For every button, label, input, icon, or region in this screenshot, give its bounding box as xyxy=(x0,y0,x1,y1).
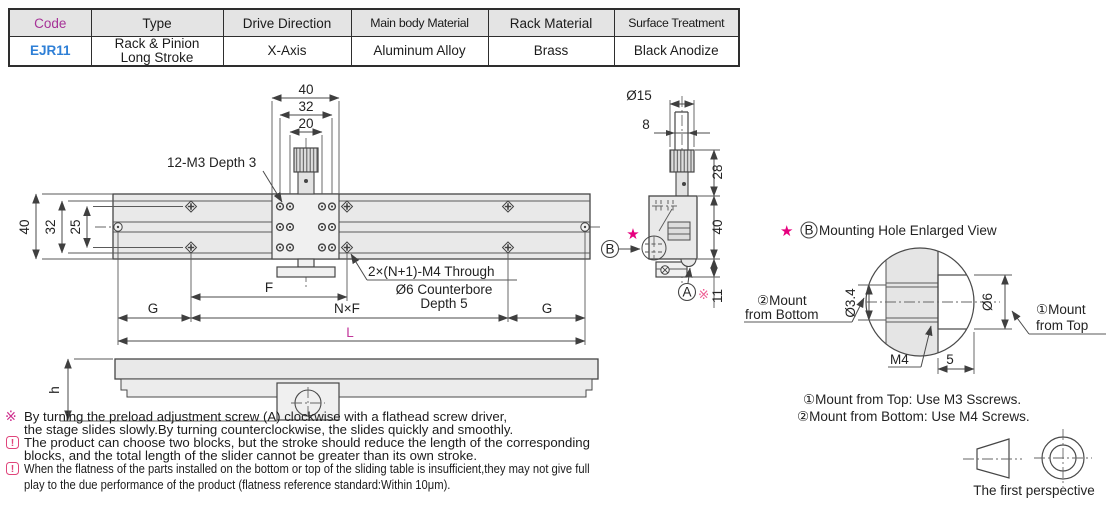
note-2-line-2: blocks, and the total length of the slider cannot be greater than its own stroke. xyxy=(24,448,478,463)
dim-8: 8 xyxy=(642,117,650,132)
header-rack-material: Rack Material xyxy=(488,9,614,37)
dim-5: 5 xyxy=(946,352,954,367)
dim-left-32: 32 xyxy=(43,219,58,235)
dim-g-right: G xyxy=(541,301,553,316)
star-icon: ★ xyxy=(626,225,640,243)
note-3-line-2: play to the due performance of the product (flatness reference standard:Within 10μm). xyxy=(24,477,451,492)
instruction-mount-top: ①Mount from Top: Use M3 Sscrews. xyxy=(803,392,1022,407)
dim-d34: Ø3.4 xyxy=(843,288,858,318)
label-m4: M4 xyxy=(890,352,909,367)
header-main-body-material: Main body Material xyxy=(351,9,488,37)
mount-from-bottom-line1: ②Mount xyxy=(757,293,807,308)
reference-mark-icon: ※ xyxy=(5,408,17,424)
title-balloon-b-label: B xyxy=(804,222,814,238)
caution-icon: ! xyxy=(6,462,19,475)
label-counterbore-1: Ø6 Counterbore xyxy=(395,282,493,297)
dim-d6: Ø6 xyxy=(980,292,995,312)
dim-top-32: 32 xyxy=(298,99,314,114)
label-m4-through: 2×(N+1)-M4 Through xyxy=(368,264,495,279)
value-surface-treatment: Black Anodize xyxy=(614,37,739,67)
balloon-b-label: B xyxy=(605,241,615,257)
top-view xyxy=(17,82,602,345)
enlarged-view xyxy=(744,222,1106,424)
dim-left-25: 25 xyxy=(68,219,83,235)
mount-from-top-line2: from Top xyxy=(1036,318,1089,333)
dim-top-20: 20 xyxy=(298,116,314,131)
adjustment-knob xyxy=(294,148,318,172)
projection-caption: The first perspective xyxy=(973,483,1095,498)
header-drive-direction: Drive Direction xyxy=(223,9,351,37)
value-rack-material: Brass xyxy=(488,37,614,67)
value-code: EJR11 xyxy=(9,37,91,67)
title-star-icon: ★ xyxy=(780,222,794,240)
dim-g-left: G xyxy=(147,301,159,316)
dim-nxf: N×F xyxy=(334,301,360,316)
enlarged-view-title: Mounting Hole Enlarged View xyxy=(819,223,997,238)
dim-l: L xyxy=(346,325,354,340)
caution-icon: ! xyxy=(6,436,19,449)
dim-h: h xyxy=(47,386,62,394)
dim-left-40: 40 xyxy=(17,219,32,235)
note-3-line-1: When the flatness of the parts installed on the bottom or top of the sliding table is insufficient,they may not give full xyxy=(24,461,590,476)
rail-body xyxy=(113,194,590,259)
header-surface-treatment: Surface Treatment xyxy=(614,9,739,37)
dim-11: 11 xyxy=(710,288,725,304)
dim-top-40: 40 xyxy=(298,82,314,97)
dim-f: F xyxy=(264,280,274,295)
dim-d15: Ø15 xyxy=(626,88,652,103)
projection-symbol xyxy=(963,429,1095,498)
note-1-line-1: By turning the preload adjustment screw (A) clockwise with a flathead screw driver, xyxy=(24,409,508,424)
dim-40: 40 xyxy=(710,219,725,235)
reference-mark-icon: ※ xyxy=(698,287,710,302)
value-main-body-material: Aluminum Alloy xyxy=(351,37,488,67)
label-12-m3: 12-M3 Depth 3 xyxy=(167,155,257,170)
label-counterbore-2: Depth 5 xyxy=(420,296,468,311)
value-drive-direction: X-Axis xyxy=(223,37,351,67)
note-2-line-1: The product can choose two blocks, but the stroke should reduce the length of the corresponding xyxy=(24,435,590,450)
dim-28: 28 xyxy=(710,164,725,180)
note-1-line-2: the stage slides slowly.By turning counterclockwise, the slides quickly and smoothly. xyxy=(24,422,514,437)
balloon-a-label: A xyxy=(682,284,692,300)
projection-cone-icon xyxy=(977,439,1009,478)
instruction-mount-bottom: ②Mount from Bottom: Use M4 Screws. xyxy=(797,409,1030,424)
side-knob xyxy=(670,150,694,172)
header-code: Code xyxy=(9,9,91,37)
side-view xyxy=(602,88,726,308)
mount-from-bottom-line2: from Bottom xyxy=(745,307,819,322)
header-type: Type xyxy=(91,9,223,37)
mount-from-top-line1: ①Mount xyxy=(1036,302,1086,317)
value-type: Rack & Pinion Long Stroke xyxy=(91,37,223,67)
